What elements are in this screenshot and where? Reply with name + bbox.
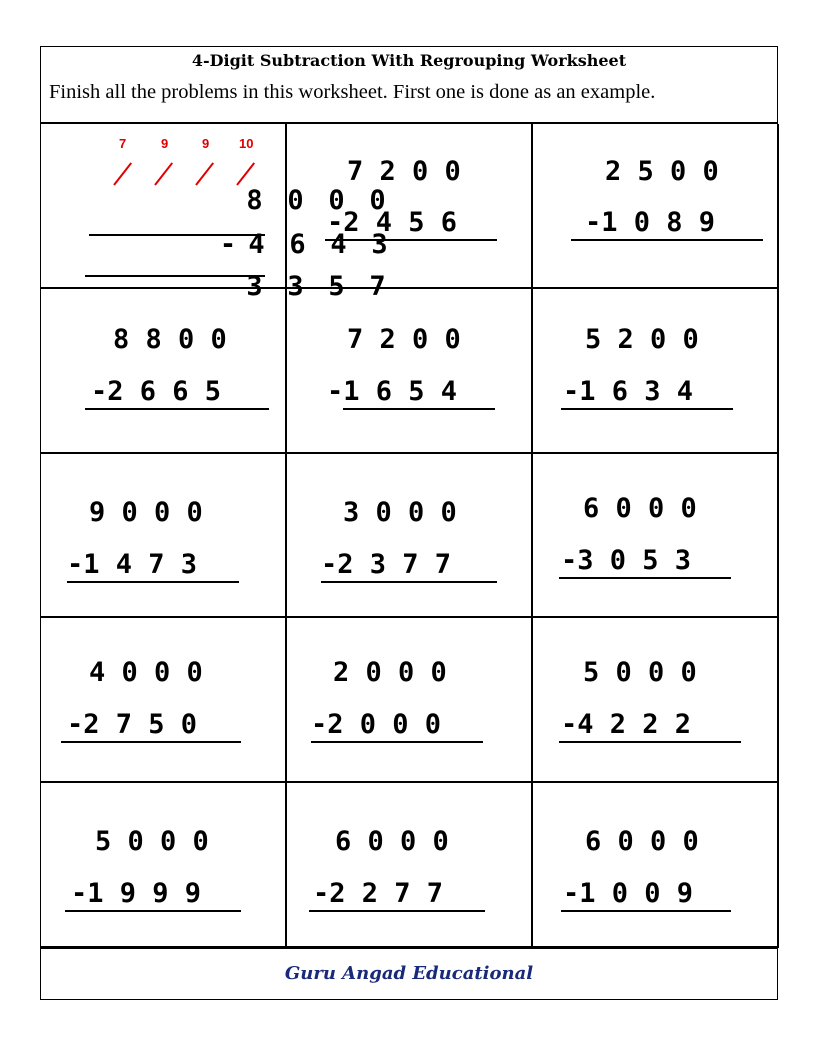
problem-cell [533,454,779,619]
top-number: 4 0 0 0 [89,657,203,689]
top-number: 2 5 0 0 [605,156,719,187]
problem-cell [41,783,287,948]
answer-line [559,577,731,579]
problem-cell [287,454,533,619]
worksheet-footer [41,948,777,1000]
top-number: 5 0 0 0 [583,657,697,689]
top-number: 6 0 0 0 [583,492,697,524]
bottom-number: -1 0 8 9 [585,207,716,238]
bottom-number: -4 2 2 2 [561,709,692,741]
bottom-number: -1 6 5 4 [327,375,458,407]
bottom-number: -2 2 7 7 [313,878,444,910]
top-number: 2 0 0 0 [333,657,447,689]
problem-cell [287,124,533,289]
brand-logo-text: Guru Angad Educational [284,963,534,984]
bottom-number: -1 4 7 3 [67,548,198,580]
problem-cell [533,618,779,783]
digit: 3 [371,229,388,260]
worksheet-header [41,47,777,124]
digit: 8 [246,185,263,216]
carry-digit: 10 [239,136,254,151]
top-number: 9 0 0 0 [89,496,203,528]
top-number: 7 2 0 0 [347,323,461,355]
digit: 6 [289,229,306,260]
problem-cell [287,618,533,783]
bottom-number: -2 7 5 0 [67,709,198,741]
answer-line [61,741,241,743]
bottom-number: -3 0 5 3 [561,544,692,576]
digit: 4 [248,229,265,260]
answer-line [85,408,269,410]
problem-cell [533,783,779,948]
answer-underline [85,275,265,277]
digit: 5 [328,271,345,302]
problem-cell-example [41,124,388,302]
digit: 0 [287,185,304,216]
bottom-number: -2 3 7 7 [321,548,452,580]
answer-line [309,910,485,912]
digit: 4 [330,229,347,260]
top-number: 6 0 0 0 [335,826,449,858]
problem-cell [287,289,533,454]
answer-line [561,408,733,410]
worksheet-title: 4-Digit Subtraction With Regrouping Worksheet [191,51,627,70]
bottom-number: -1 6 3 4 [563,375,694,407]
problem-grid [41,124,779,948]
worksheet [40,46,778,1000]
answer-line [325,239,497,241]
answer-line [343,408,495,410]
bottom-number: -1 0 0 9 [563,878,694,910]
digit: 3 [287,271,304,302]
problem-cell [533,124,779,289]
answer-line [561,910,731,912]
top-number: 8 8 0 0 [113,323,227,355]
top-number: 6 0 0 0 [585,826,699,858]
digit: 3 [246,271,263,302]
top-number: 5 0 0 0 [95,826,209,858]
top-number: 3 0 0 0 [343,496,457,528]
bottom-number: -2 0 0 0 [311,709,442,741]
top-number: 5 2 0 0 [585,323,699,355]
problem-cell [41,289,287,454]
bottom-number: -1 9 9 9 [71,878,202,910]
carry-digit: 9 [202,136,210,151]
digit: 0 [328,185,345,216]
bottom-number: -2 6 6 5 [91,375,222,407]
problem-cell [41,618,287,783]
answer-line [321,581,497,583]
worksheet-instructions: Finish all the problems in this worksheet. First one is done as an example. [49,81,656,103]
problem-cell [41,454,287,619]
answer-line [311,741,483,743]
answer-line [67,581,239,583]
bottom-number: -2 4 5 6 [327,207,458,238]
answer-line [559,741,741,743]
digit: 0 [369,185,386,216]
carry-digit: 7 [119,136,127,151]
answer-line [89,234,265,236]
digit: 7 [369,271,386,302]
carry-digit: 9 [161,136,169,151]
answer-line [65,910,241,912]
answer-line [571,239,763,241]
minus-sign: - [219,229,237,260]
problem-cell [533,289,779,454]
top-number: 7 2 0 0 [347,156,461,187]
problem-cell [287,783,533,948]
